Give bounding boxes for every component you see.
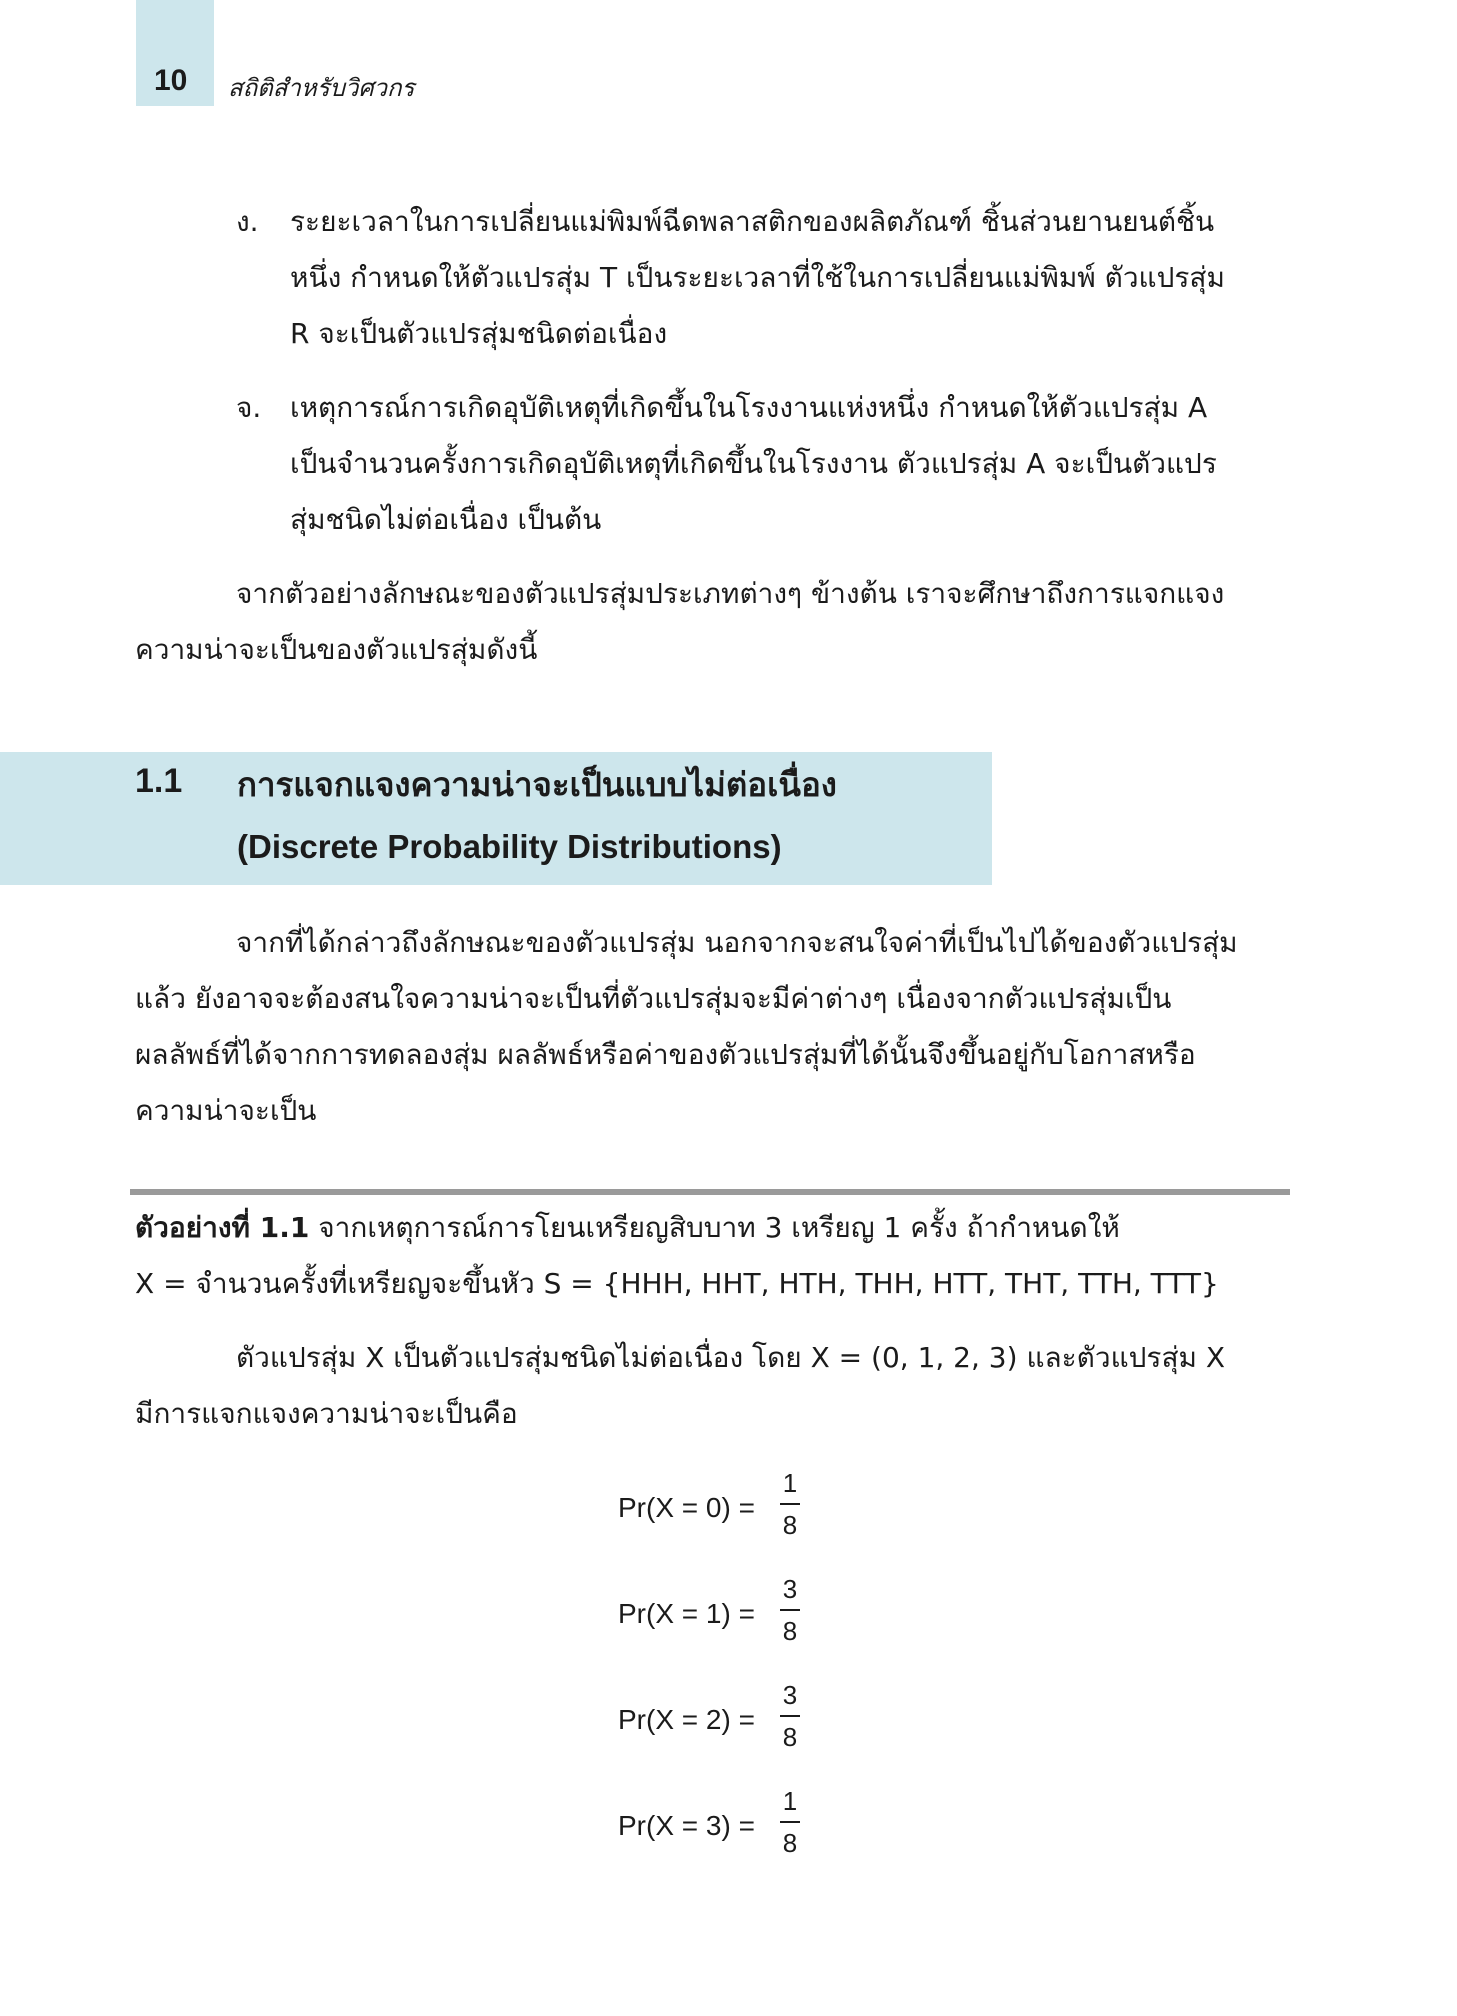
probability-formula — [618, 1680, 918, 1760]
fraction — [776, 1468, 804, 1540]
fraction-denominator: 8 — [782, 1510, 798, 1540]
paragraph-line: ความน่าจะเป็น — [135, 1094, 317, 1127]
fraction — [776, 1574, 804, 1646]
fraction-denominator: 8 — [782, 1616, 798, 1646]
list-item-line: สุ่มชนิดไม่ต่อเนื่อง เป็นต้น — [290, 503, 602, 536]
example-text: จากเหตุการณ์การโยนเหรียญสิบบาท 3 เหรียญ 1 ครั้ง ถ้ากำหนดให้ — [309, 1211, 1120, 1244]
fraction-bar — [780, 1715, 800, 1717]
list-item-line: R จะเป็นตัวแปรสุ่มชนิดต่อเนื่อง — [290, 317, 668, 350]
formula-lhs: Pr(X = 1) = — [618, 1598, 755, 1629]
fraction-denominator: 8 — [782, 1722, 798, 1752]
page-number: 10 — [154, 64, 188, 97]
example-label: ตัวอย่างที่ 1.1 — [135, 1211, 310, 1244]
paragraph-line: ผลลัพธ์ที่ได้จากการทดลองสุ่ม ผลลัพธ์หรือค่าของตัวแปรสุ่มที่ได้นั้นจึงขึ้นอยู่กับโอกาสหรือ — [135, 1038, 1196, 1071]
formula-lhs: Pr(X = 2) = — [618, 1704, 755, 1735]
paragraph-line: แล้ว ยังอาจจะต้องสนใจความน่าจะเป็นที่ตัวแปรสุ่มจะมีค่าต่างๆ เนื่องจากตัวแปรสุ่มเป็น — [135, 982, 1172, 1015]
paragraph-line: มีการแจกแจงความน่าจะเป็นคือ — [135, 1397, 518, 1430]
list-item-line: หนึ่ง กำหนดให้ตัวแปรสุ่ม T เป็นระยะเวลาที่ใช้ในการเปลี่ยนแม่พิมพ์ ตัวแปรสุ่ม — [290, 261, 1225, 294]
fraction-bar — [780, 1609, 800, 1611]
section-number: 1.1 — [135, 762, 183, 800]
fraction — [776, 1786, 804, 1858]
example-divider — [130, 1189, 1290, 1195]
list-item-line: เป็นจำนวนครั้งการเกิดอุบัติเหตุที่เกิดขึ้นในโรงงาน ตัวแปรสุ่ม A จะเป็นตัวแปร — [290, 447, 1217, 480]
list-item-line: เหตุการณ์การเกิดอุบัติเหตุที่เกิดขึ้นในโรงงานแห่งหนึ่ง กำหนดให้ตัวแปรสุ่ม A — [290, 391, 1208, 424]
fraction-numerator: 3 — [782, 1574, 798, 1604]
fraction-bar — [780, 1503, 800, 1505]
paragraph-line: จากที่ได้กล่าวถึงลักษณะของตัวแปรสุ่ม นอกจากจะสนใจค่าที่เป็นไปได้ของตัวแปรสุ่ม — [236, 926, 1238, 959]
probability-formula — [618, 1786, 918, 1866]
formula-lhs: Pr(X = 0) = — [618, 1492, 755, 1523]
fraction-numerator: 1 — [782, 1786, 798, 1816]
running-title: สถิติสำหรับวิศวกร — [228, 74, 415, 102]
example-line: X = จำนวนครั้งที่เหรียญจะขึ้นหัว S = {HHH, HHT, HTH, THH, HTT, THT, TTH, TTT} — [135, 1267, 1219, 1300]
paragraph-line: ตัวแปรสุ่ม X เป็นตัวแปรสุ่มชนิดไม่ต่อเนื่อง โดย X = (0, 1, 2, 3) และตัวแปรสุ่ม X — [236, 1341, 1226, 1374]
probability-formula — [618, 1468, 918, 1548]
fraction-numerator: 1 — [782, 1468, 798, 1498]
fraction-bar — [780, 1821, 800, 1823]
fraction-numerator: 3 — [782, 1680, 798, 1710]
list-marker: จ. — [236, 391, 262, 424]
formula-lhs: Pr(X = 3) = — [618, 1810, 755, 1841]
probability-formula — [618, 1574, 918, 1654]
list-marker: ง. — [236, 205, 259, 238]
paragraph-line: จากตัวอย่างลักษณะของตัวแปรสุ่มประเภทต่างๆ ข้างต้น เราจะศึกษาถึงการแจกแจง — [236, 577, 1225, 610]
paragraph-line: ความน่าจะเป็นของตัวแปรสุ่มดังนี้ — [135, 633, 538, 666]
section-title-thai: การแจกแจงความน่าจะเป็นแบบไม่ต่อเนื่อง — [237, 765, 837, 804]
fraction — [776, 1680, 804, 1752]
section-title-english: (Discrete Probability Distributions) — [237, 828, 782, 865]
list-item-line: ระยะเวลาในการเปลี่ยนแม่พิมพ์ฉีดพลาสติกของผลิตภัณฑ์ ชิ้นส่วนยานยนต์ชิ้น — [290, 205, 1215, 238]
fraction-denominator: 8 — [782, 1828, 798, 1858]
example-line — [135, 1200, 1120, 1256]
